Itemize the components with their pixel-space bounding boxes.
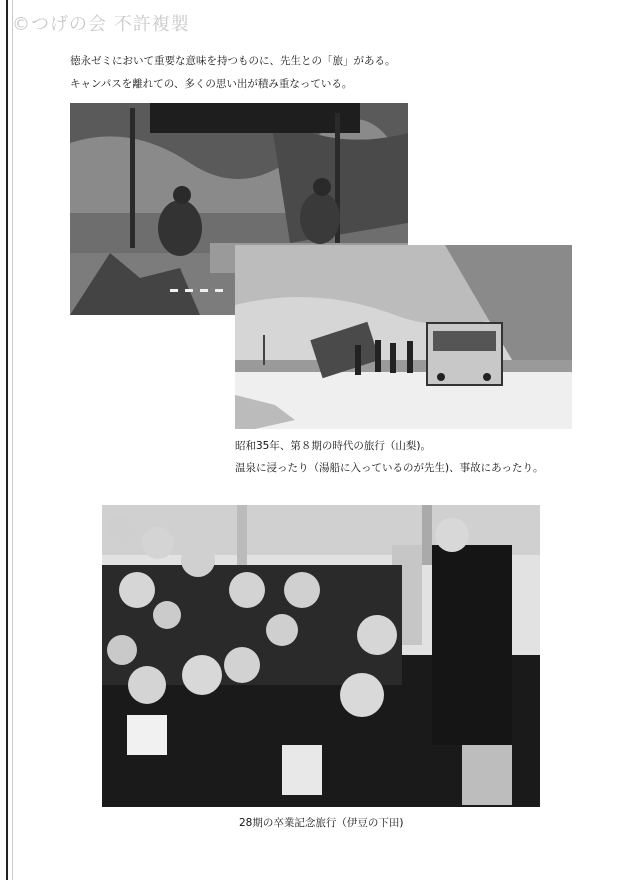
- trip-caption-line-1: 昭和35年、第８期の時代の旅行（山梨)。: [235, 440, 431, 452]
- intro-line-2: キャンパスを離れての、多くの思い出が積み重なっている。: [70, 78, 353, 90]
- binding-shadow: [12, 0, 13, 880]
- copyright-watermark: ©つげの会 不許複製: [12, 14, 190, 35]
- intro-line-1: 徳永ゼミにおいて重要な意味を持つものに、先生との「旅」がある。: [70, 55, 396, 67]
- graduation-caption: 28期の卒業記念旅行（伊豆の下田): [239, 817, 404, 829]
- binding-edge: [6, 0, 8, 880]
- graduation-trip-group-photo: [102, 505, 540, 807]
- trip-caption-line-2: 温泉に浸ったり（湯船に入っているのが先生)、事故にあったり。: [235, 462, 544, 474]
- bus-accident-photo: [235, 245, 572, 429]
